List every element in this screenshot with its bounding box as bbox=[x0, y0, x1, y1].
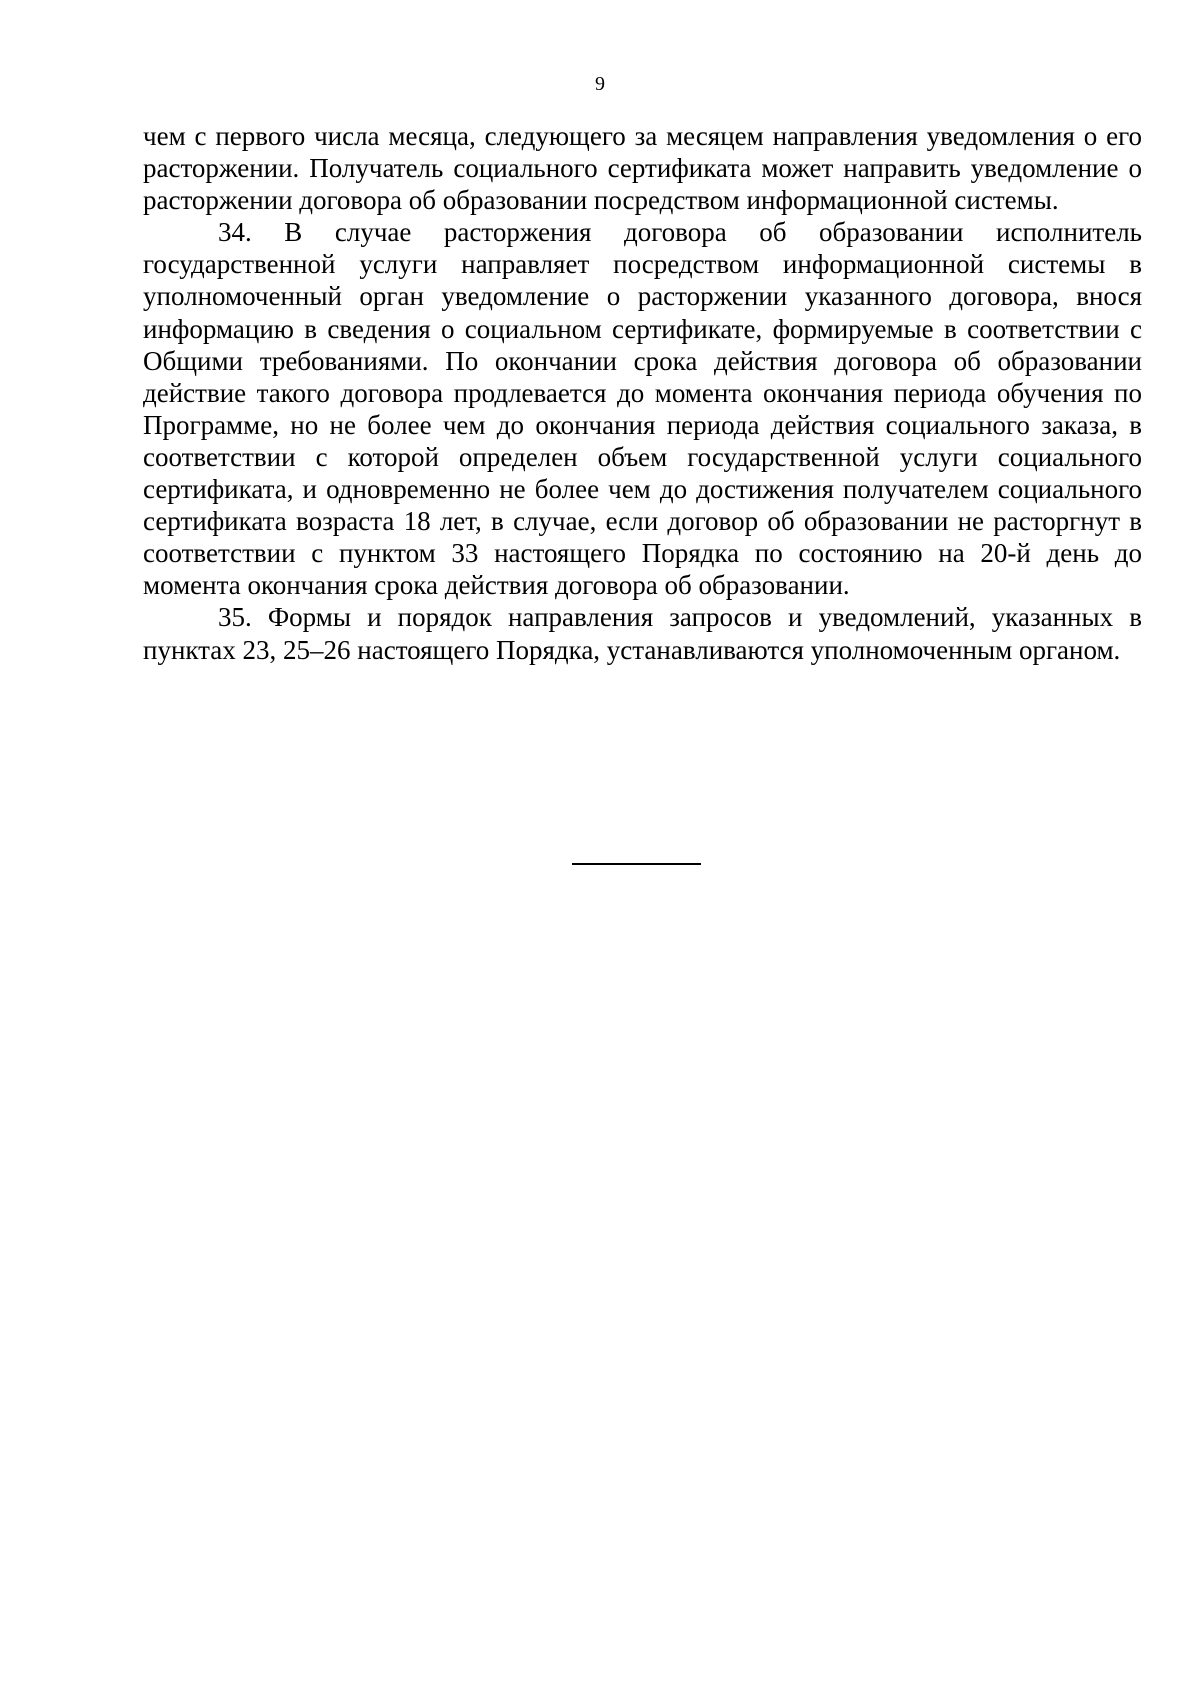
paragraph-item-34: 34. В случае расторжения договора об образовании исполнитель государственной услуги направляет посредством информационной системы в уполномоченный орган уведомление о расторжении указанного договора, внося информацию в сведения о социальном сертификате, формируемые в соответствии с Общими требованиями. По окончании срока действия договора об образовании действие такого договора продлевается до момента окончания периода обучения по Программе, но не более чем до окончания периода действия социального заказа, в соответствии с которой определен объем государственной услуги социального сертификата, и одновременно не более чем до достижения получателем социального сертификата возраста 18 лет, в случае, если договор об образовании не расторгнут в соответствии с пунктом 33 настоящего Порядка по состоянию на 20-й день до момента окончания срока действия договора об образовании. bbox=[143, 217, 1142, 601]
paragraph-continuation: чем с первого числа месяца, следующего за месяцем направления уведомления о его расторжении. Получатель социального сертификата может направить уведомление о расторжении договора об образовании посредством информационной системы. bbox=[143, 121, 1142, 216]
end-of-document-rule bbox=[572, 863, 701, 865]
page-number: 9 bbox=[595, 73, 605, 95]
document-body bbox=[143, 120, 1142, 666]
paragraph-item-35: 35. Формы и порядок направления запросов и уведомлений, указанных в пунктах 23, 25–26 настоящего Порядка, устанавливаются уполномоченным органом. bbox=[143, 602, 1142, 665]
